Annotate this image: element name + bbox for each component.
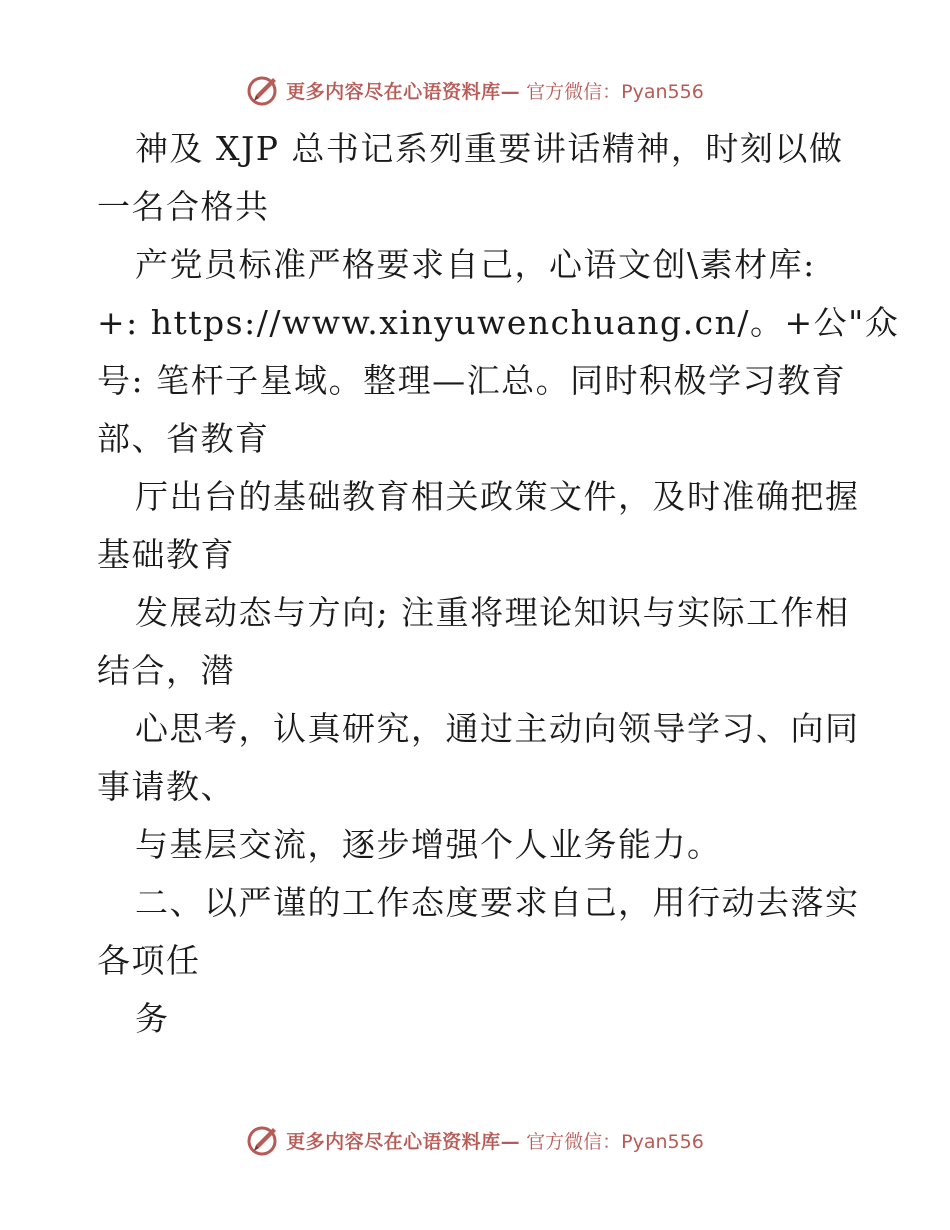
watermark-wechat: 官方微信：Pyan556 (526, 80, 704, 103)
quill-logo-icon (246, 1123, 280, 1157)
text-line: 结合，潜 (97, 651, 235, 690)
text-line: 部、省教育 (97, 419, 270, 458)
text-line: 心思考，认真研究，通过主动向领导学习、向同 (135, 709, 860, 748)
body-text (97, 120, 900, 1048)
text-line: 号: 笔杆子星域。整理—汇总。同时积极学习教育 (97, 361, 847, 400)
quill-logo-icon (246, 73, 280, 107)
text-line: 神及 XJP 总书记系列重要讲话精神，时刻以做 (135, 129, 844, 168)
text-line: 各项任 (97, 941, 201, 980)
text-line: 发展动态与方向; 注重将理论知识与实际工作相 (135, 593, 850, 632)
text-line: 产党员标准严格要求自己，心语文创\素材库: (135, 245, 816, 284)
text-line: +: https://www.xinyuwenchuang.cn/。+公"众 (97, 303, 900, 342)
header-watermark (0, 70, 950, 110)
watermark-text: 更多内容尽在心语资料库— (286, 1130, 521, 1153)
text-line: 一名合格共 (97, 187, 270, 226)
watermark-text: 更多内容尽在心语资料库— (286, 80, 521, 103)
footer-watermark (0, 1120, 950, 1160)
watermark-wechat: 官方微信：Pyan556 (526, 1130, 704, 1153)
text-line: 务 (135, 999, 170, 1038)
text-line: 基础教育 (97, 535, 235, 574)
text-line: 事请教、 (97, 767, 235, 806)
text-line: 与基层交流，逐步增强个人业务能力。 (135, 825, 722, 864)
text-line: 二、以严谨的工作态度要求自己，用行动去落实 (135, 883, 860, 922)
text-line: 厅出台的基础教育相关政策文件，及时准确把握 (135, 477, 860, 516)
